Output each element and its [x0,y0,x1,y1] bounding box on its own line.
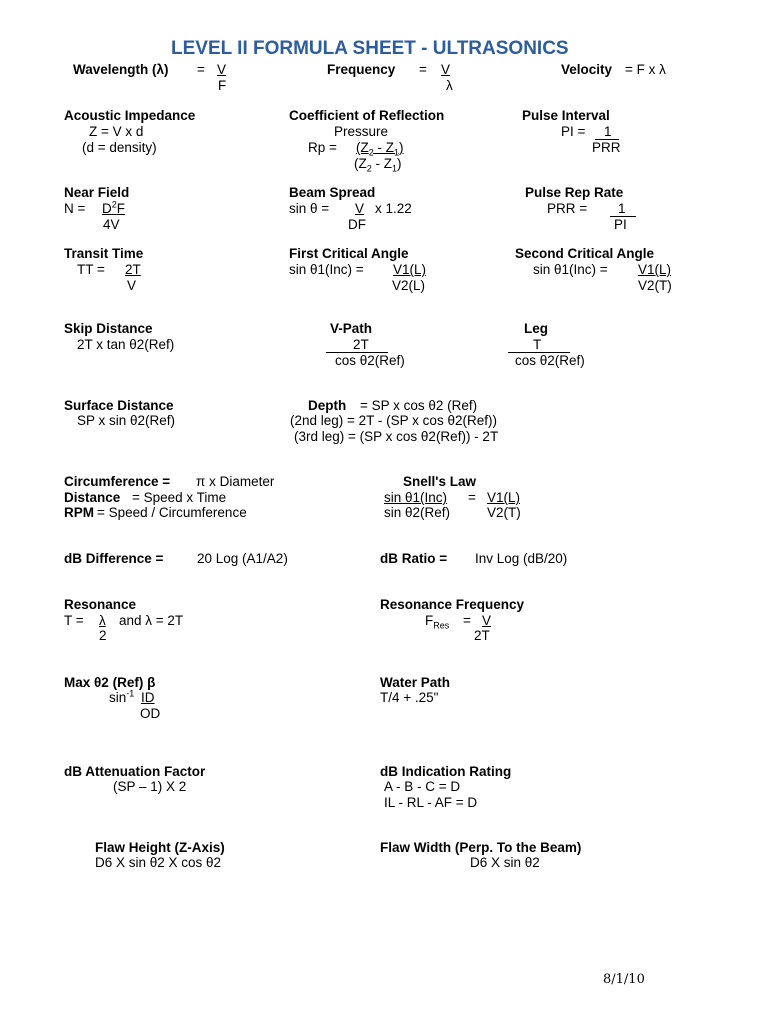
indication-formula-alt: IL - RL - AF = D [384,795,478,810]
pulse-rep-label: Pulse Rep Rate [525,185,624,200]
pulse-rep-numerator: 1 [618,201,626,216]
snell-lhs-denominator: sin θ2(Ref) [384,505,451,520]
second-critical-numerator: V1(L) [638,262,672,277]
flaw-height-formula: D6 X sin θ2 X cos θ2 [95,855,222,870]
transit-time-numerator: 2T [125,262,141,277]
circumference-formula: π x Diameter [196,474,275,489]
surface-distance-label: Surface Distance [64,398,174,413]
equals-sign: = [468,490,476,505]
reflection-lhs: Rp = [308,140,337,155]
v-path-numerator: 2T [353,337,369,352]
page-title: LEVEL II FORMULA SHEET - ULTRASONICS [171,38,569,59]
equals-sign: = [419,62,427,77]
reflection-subtitle: Pressure [334,124,389,139]
wavelength-denominator: F [218,78,227,93]
circumference-label: Circumference = [64,474,171,489]
distance-label: Distance [64,490,121,505]
flaw-width-label: Flaw Width (Perp. To the Beam) [380,840,582,855]
acoustic-impedance-formula: Z = V x d [89,124,144,139]
db-difference-label: dB Difference = [64,551,164,566]
wavelength-label: Wavelength (λ) [73,62,169,77]
frequency-numerator: V [441,62,451,77]
pulse-rep-lhs: PRR = [547,201,588,216]
first-critical-numerator: V1(L) [393,262,427,277]
pulse-rep-denominator: PI [614,217,627,232]
attenuation-formula: (SP – 1) X 2 [113,779,187,794]
leg-denominator: cos θ2(Ref) [515,353,585,368]
db-difference-formula: 20 Log (A1/A2) [197,551,288,566]
max-theta-numerator: ID [141,690,155,705]
leg-label: Leg [524,321,549,336]
reflection-numerator: $(Z_2 - Z_1)$ [356,140,404,158]
db-ratio-formula: Inv Log (dB/20) [475,551,568,566]
second-critical-denominator: V2(T) [638,278,672,293]
rpm-formula: = Speed / Circumference [97,505,247,520]
near-field-lhs: N = [64,201,86,216]
transit-time-label: Transit Time [64,246,144,261]
resonance-frequency-lhs: $F_{Res}$ [425,613,450,631]
pulse-interval-label: Pulse Interval [522,108,610,123]
water-path-formula: T/4 + .25" [380,690,439,705]
frequency-denominator: λ [446,78,453,93]
acoustic-impedance-note: (d = density) [82,140,157,155]
transit-time-lhs: TT = [77,262,105,277]
near-field-numerator: $D^2F$ [102,199,126,216]
v-path-denominator: cos θ2(Ref) [335,353,405,368]
beam-spread-factor: x 1.22 [375,201,412,216]
flaw-height-label: Flaw Height (Z-Axis) [95,840,225,855]
beam-spread-numerator: V [355,201,365,216]
second-critical-label: Second Critical Angle [515,246,655,261]
reflection-label: Coefficient of Reflection [289,108,445,123]
velocity-label: Velocity [561,62,613,77]
first-critical-label: First Critical Angle [289,246,409,261]
db-ratio-label: dB Ratio = [380,551,448,566]
beam-spread-lhs: sin θ = [289,201,330,216]
frequency-label: Frequency [327,62,396,77]
rpm-label: RPM [64,505,94,520]
reflection-denominator: $(Z_2 - Z_1)$ [354,156,402,174]
velocity-expression: = F x λ [625,62,666,77]
pulse-interval-denominator: PRR [592,140,621,155]
attenuation-label: dB Attenuation Factor [64,764,206,779]
acoustic-impedance-label: Acoustic Impedance [64,108,196,123]
depth-second-leg: (2nd leg) = 2T - (SP x cos θ2(Ref)) [290,413,497,428]
max-theta-function: $\sin^{-1}$ [109,688,135,705]
resonance-frequency-numerator: V [482,613,492,628]
near-field-label: Near Field [64,185,130,200]
first-critical-denominator: V2(L) [392,278,426,293]
second-critical-lhs: sin θ1(Inc) = [533,262,608,277]
resonance-numerator: λ [99,613,106,628]
snell-rhs-numerator: V1(L) [487,490,521,505]
resonance-lhs: T = [64,613,84,628]
snell-law-label: Snell's Law [403,474,476,489]
surface-distance-formula: SP x sin θ2(Ref) [77,413,176,428]
flaw-width-formula: D6 X sin θ2 [470,855,540,870]
transit-time-denominator: V [127,278,137,293]
pulse-interval-numerator: 1 [604,124,612,139]
indication-formula: A - B - C = D [384,779,461,794]
equals-sign: = [197,62,205,77]
resonance-label: Resonance [64,597,137,612]
resonance-wavelength: and λ = 2T [119,613,184,628]
skip-distance-formula: 2T x tan θ2(Ref) [77,337,175,352]
snell-lhs-numerator: sin θ1(Inc) [384,490,448,505]
depth-label: Depth [308,398,347,413]
page-date: 8/1/10 [603,972,645,987]
snell-rhs-denominator: V2(T) [487,505,521,520]
skip-distance-label: Skip Distance [64,321,153,336]
resonance-frequency-label: Resonance Frequency [380,597,525,612]
beam-spread-denominator: DF [348,217,366,232]
distance-formula: = Speed x Time [132,490,227,505]
pulse-interval-lhs: PI = [561,124,586,139]
depth-third-leg: (3rd leg) = (SP x cos θ2(Ref)) - 2T [294,429,499,444]
leg-numerator: T [533,337,542,352]
equals-sign: = [463,613,471,628]
beam-spread-label: Beam Spread [289,185,376,200]
first-critical-lhs: sin θ1(Inc) = [289,262,364,277]
resonance-frequency-denominator: 2T [474,628,490,643]
resonance-denominator: 2 [99,628,107,643]
near-field-denominator: 4V [103,217,120,232]
max-theta-denominator: OD [140,706,161,721]
water-path-label: Water Path [380,675,451,690]
depth-formula: = SP x cos θ2 (Ref) [360,398,478,413]
indication-label: dB Indication Rating [380,764,512,779]
wavelength-numerator: V [217,62,227,77]
v-path-label: V-Path [330,321,373,336]
max-theta-label: Max θ2 (Ref) β [64,675,156,690]
